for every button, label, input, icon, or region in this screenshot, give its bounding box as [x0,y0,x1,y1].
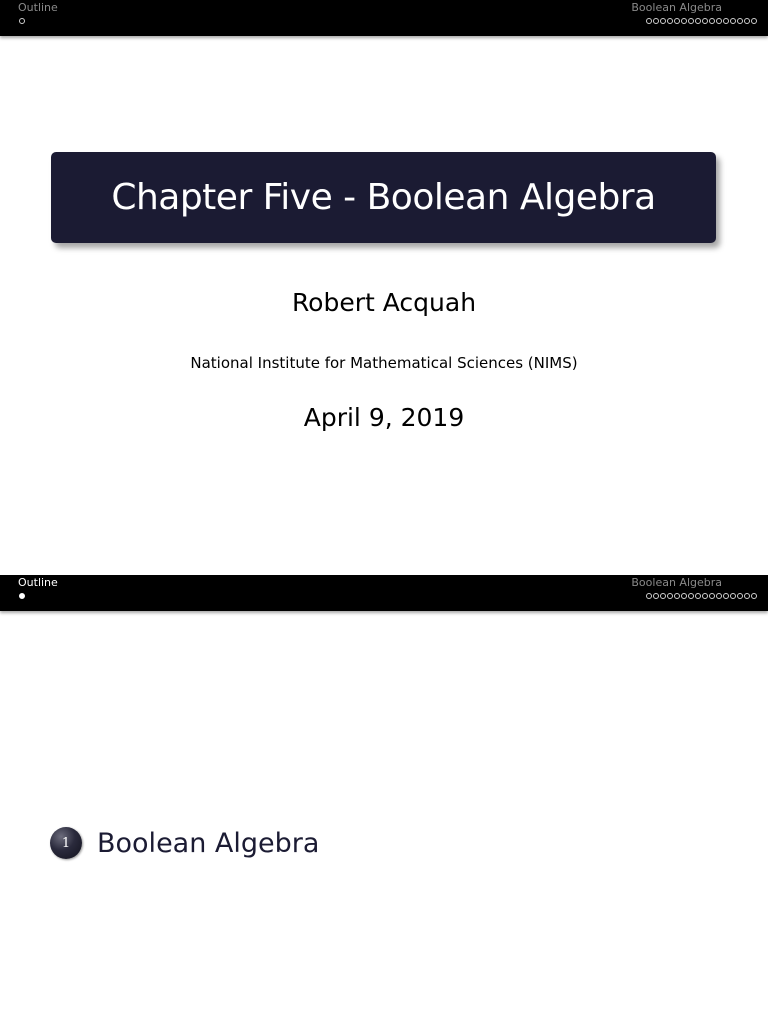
presentation-date: April 9, 2019 [303,403,465,432]
nav-dot-icon[interactable] [702,593,708,599]
nav-dot-icon[interactable] [709,18,715,24]
nav-dot-icon[interactable] [667,593,673,599]
section-number-ball-icon: 1 [50,827,82,859]
institute-name: National Institute for Mathematical Sciences (NIMS) [190,354,578,372]
nav-dot-icon[interactable] [737,18,743,24]
nav-dot-icon[interactable] [695,593,701,599]
nav-section-boolean-algebra[interactable]: Boolean Algebra [631,1,722,14]
nav-dot-icon[interactable] [646,18,652,24]
nav-dot-icon[interactable] [674,593,680,599]
nav-dot-icon[interactable] [730,18,736,24]
nav-dot-icon[interactable] [667,18,673,24]
nav-dot-icon[interactable] [660,593,666,599]
nav-dot-icon[interactable] [737,593,743,599]
outline-slide [0,575,768,1024]
nav-section-outline[interactable]: Outline [18,1,58,14]
nav-dot-icon[interactable] [688,593,694,599]
author-name: Robert Acquah [291,288,477,317]
nav-dot-icon[interactable] [751,593,757,599]
toc-item[interactable] [50,827,319,859]
nav-dots-outline [19,18,25,24]
nav-dot-icon[interactable] [751,18,757,24]
navigation-headline [0,0,768,36]
nav-dot-icon[interactable] [674,18,680,24]
nav-dots-outline [19,593,25,599]
nav-dot-icon[interactable] [688,18,694,24]
toc-item-label: Boolean Algebra [97,827,320,859]
nav-dot-icon[interactable] [681,18,687,24]
nav-dot-icon[interactable] [695,18,701,24]
nav-dot-icon[interactable] [716,18,722,24]
nav-dot-icon[interactable] [723,18,729,24]
navigation-headline [0,575,768,611]
nav-dot-icon[interactable] [744,18,750,24]
nav-dot-icon[interactable] [19,18,25,24]
nav-dot-icon[interactable] [646,593,652,599]
nav-dots-boolean-algebra [646,593,757,599]
nav-dot-icon[interactable] [653,18,659,24]
presentation-title: Chapter Five - Boolean Algebra [111,177,656,218]
nav-dot-icon[interactable] [716,593,722,599]
nav-section-boolean-algebra[interactable]: Boolean Algebra [631,576,722,589]
nav-dot-icon[interactable] [653,593,659,599]
nav-dot-icon[interactable] [723,593,729,599]
nav-dot-icon[interactable] [702,18,708,24]
nav-dots-boolean-algebra [646,18,757,24]
nav-dot-icon[interactable] [19,593,25,599]
nav-dot-icon[interactable] [660,18,666,24]
title-box [51,152,716,243]
nav-dot-icon[interactable] [709,593,715,599]
nav-section-outline[interactable]: Outline [18,576,58,589]
nav-dot-icon[interactable] [681,593,687,599]
nav-dot-icon[interactable] [730,593,736,599]
nav-dot-icon[interactable] [744,593,750,599]
